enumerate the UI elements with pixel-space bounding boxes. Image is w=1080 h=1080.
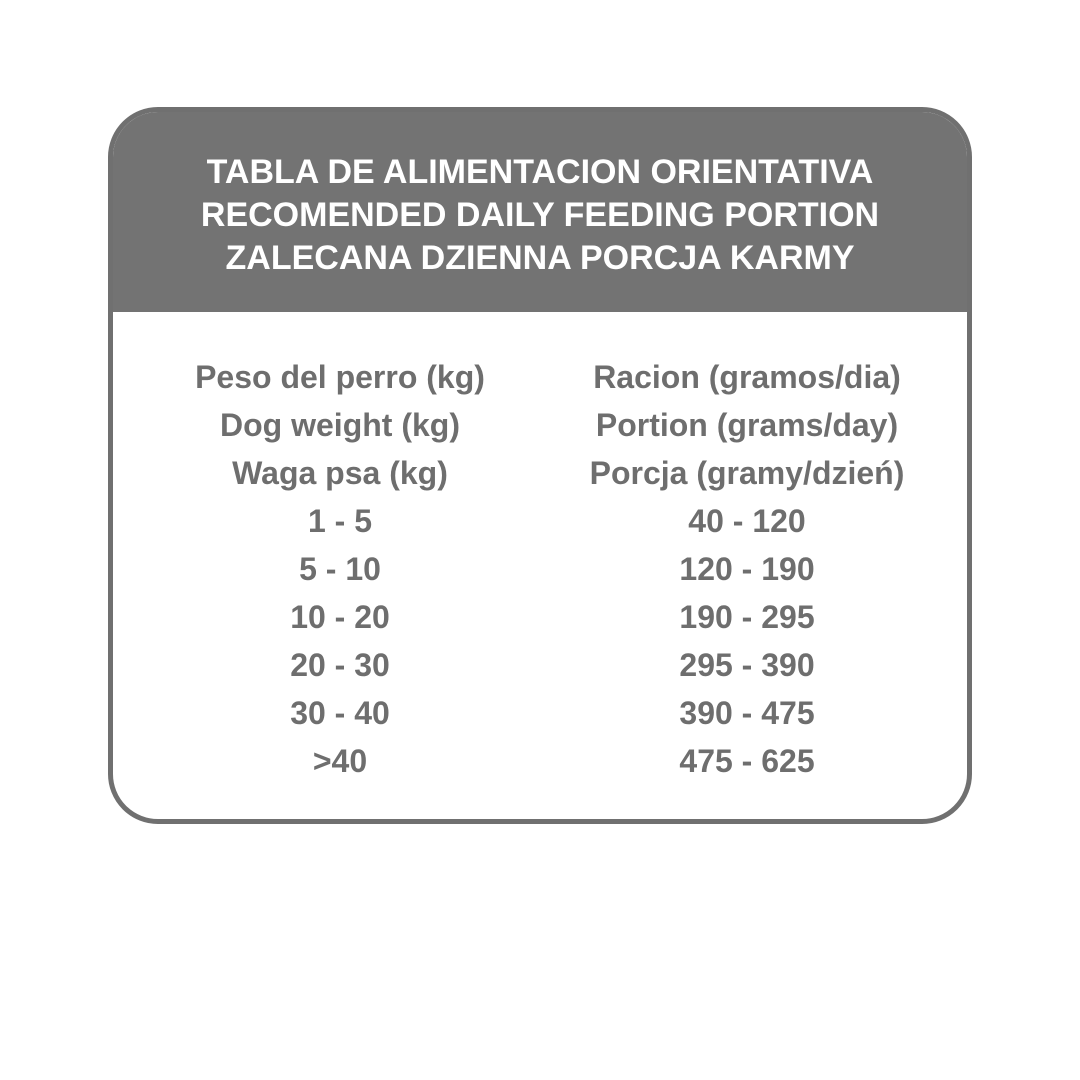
portion-cell: 475 - 625 bbox=[679, 743, 815, 779]
portion-cell: 190 - 295 bbox=[679, 599, 815, 635]
weight-cell: 10 - 20 bbox=[290, 599, 390, 635]
portion-cell: 120 - 190 bbox=[679, 551, 815, 587]
title-spanish: TABLA DE ALIMENTACION ORIENTATIVA bbox=[206, 153, 874, 191]
weight-cell: >40 bbox=[312, 743, 368, 779]
weight-cell: 20 - 30 bbox=[290, 647, 390, 683]
title-polish: ZALECANA DZIENNA PORCJA KARMY bbox=[225, 239, 855, 277]
weight-header-spanish: Peso del perro (kg) bbox=[195, 359, 485, 395]
weight-cell: 30 - 40 bbox=[290, 695, 390, 731]
portion-header-polish: Porcja (gramy/dzień) bbox=[589, 455, 905, 491]
weight-cell: 5 - 10 bbox=[299, 551, 381, 587]
feeding-table-header bbox=[113, 112, 967, 312]
weight-column bbox=[133, 353, 547, 785]
weight-header-english: Dog weight (kg) bbox=[220, 407, 460, 443]
portion-header-spanish: Racion (gramos/dia) bbox=[593, 359, 901, 395]
portion-cell: 40 - 120 bbox=[688, 503, 806, 539]
portion-cell: 295 - 390 bbox=[679, 647, 815, 683]
title-english: RECOMENDED DAILY FEEDING PORTION bbox=[200, 196, 880, 234]
feeding-table-card bbox=[108, 107, 972, 824]
portion-header-english: Portion (grams/day) bbox=[595, 407, 899, 443]
weight-cell: 1 - 5 bbox=[307, 503, 373, 539]
weight-header-polish: Waga psa (kg) bbox=[232, 455, 448, 491]
portion-cell: 390 - 475 bbox=[679, 695, 815, 731]
portion-column bbox=[540, 353, 954, 785]
